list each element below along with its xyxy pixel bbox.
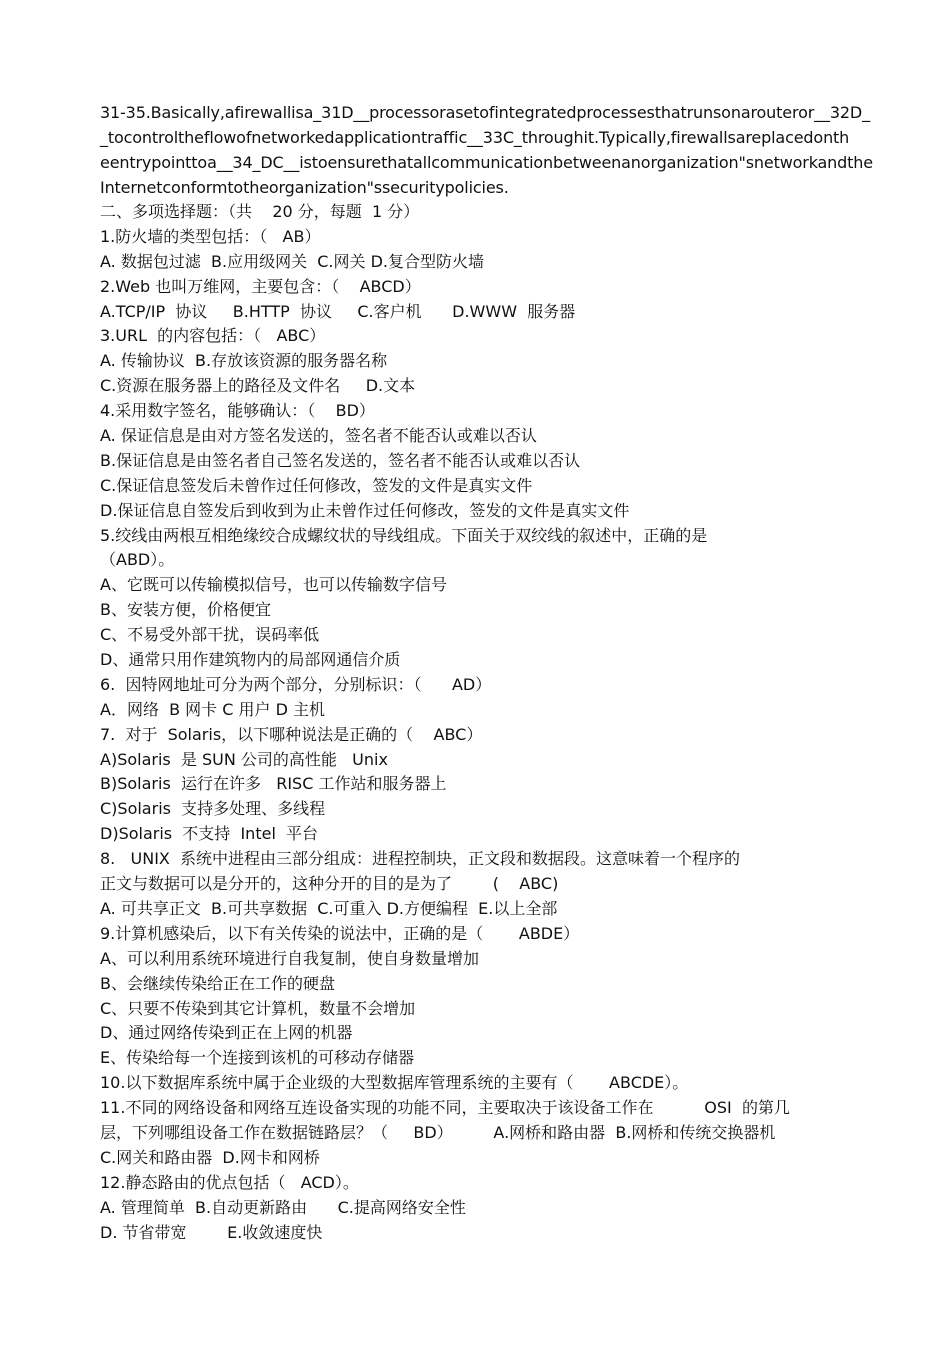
english-passage [100,101,890,201]
question-11: 11.不同的网络设备和网络互连设备实现的功能不同，主要取决于该设备工作在 OSI 的第几 [100,1098,790,1118]
question-5: 5.绞线由两根互相绝缘绞合成螺纹状的导线组成。下面关于双绞线的叙述中，正确的是 [100,525,708,545]
question-9-option-c: C、只要不传染到其它计算机，数量不会增加 [100,998,416,1018]
question-9-option-d: D、通过网络传染到正在上网的机器 [100,1023,353,1043]
question-7-option-c: C)Solaris 支持多处理、多线程 [100,799,326,819]
question-7-option-a: A)Solaris 是 SUN 公司的高性能 Unix [100,749,388,769]
question-8: 8. UNIX 系统中进程由三部分组成：进程控制块，正文段和数据段。这意味着一个程序的 [100,849,741,869]
question-3: 3.URL 的内容包括：（ ABC） [100,326,326,346]
question-9-option-e: E、传染给每一个连接到该机的可移动存储器 [100,1048,415,1068]
question-4: 4.采用数字签名，能够确认：（ BD） [100,401,375,421]
question-3-options: A. 传输协议 B.存放该资源的服务器名称 [100,351,388,371]
question-5-option-c: C、不易受外部干扰，误码率低 [100,625,320,645]
question-11-cont: 层，下列哪组设备工作在数据链路层？（ BD） A.网桥和路由器 B.网桥和传统交换器机 [100,1122,776,1142]
question-5-answer: （ABD）。 [100,550,175,570]
passage-line: eentrypointtoa__34_DC__istoensurethatallcommunicationbetweenanorganization"snetworkandthe [100,152,873,172]
question-7: 7. 对于 Solaris，以下哪种说法是正确的（ ABC） [100,724,483,744]
question-9-option-a: A、可以利用系统环境进行自我复制，使自身数量增加 [100,948,479,968]
question-1-options: A. 数据包过滤 B.应用级网关 C.网关 D.复合型防火墙 [100,251,484,271]
passage-line: _tocontroltheflowofnetworkedapplicationtraffic__33C_throughit.Typically,firewallsareplacedonth [100,127,850,147]
question-4-option-c: C.保证信息签发后未曾作过任何修改，签发的文件是真实文件 [100,475,533,495]
passage-line: 31-35.Basically,afirewallisa_31D__processorasetofintegratedprocessesthatrunsonarouteror__32D_ [100,103,870,122]
question-1: 1.防火墙的类型包括：（ AB） [100,226,321,246]
question-12: 12.静态路由的优点包括（ ACD）。 [100,1172,359,1192]
question-11-options: C.网关和路由器 D.网卡和网桥 [100,1147,320,1167]
question-6: 6. 因特网地址可分为两个部分，分别标识：（ AD） [100,674,492,694]
question-5-option-a: A、它既可以传输模拟信号，也可以传输数字信号 [100,575,447,595]
question-5-option-b: B、安装方便，价格便宜 [100,600,271,620]
question-4-option-d: D.保证信息自签发后到收到为止未曾作过任何修改，签发的文件是真实文件 [100,500,630,520]
multiple-choice-section [100,200,900,1245]
question-7-option-b: B)Solaris 运行在许多 RISC 工作站和服务器上 [100,774,447,794]
question-4-option-b: B.保证信息是由签名者自己签名发送的，签名者不能否认或难以否认 [100,450,581,470]
question-5-option-d: D、通常只用作建筑物内的局部网通信介质 [100,650,401,670]
question-12-options: D. 节省带宽 E.收敛速度快 [100,1222,323,1242]
question-12-options: A. 管理简单 B.自动更新路由 C.提高网络安全性 [100,1197,466,1217]
question-8-options: A. 可共享正文 B.可共享数据 C.可重入 D.方便编程 E.以上全部 [100,898,558,918]
section-heading: 二、多项选择题：（共 20 分，每题 1 分） [100,202,420,221]
question-4-option-a: A. 保证信息是由对方签名发送的，签名者不能否认或难以否认 [100,426,537,446]
question-9: 9.计算机感染后，以下有关传染的说法中，正确的是（ ABDE） [100,923,580,943]
question-10: 10.以下数据库系统中属于企业级的大型数据库管理系统的主要有（ ABCDE）。 [100,1073,689,1093]
question-6-options: A．网络 B 网卡 C 用户 D 主机 [100,699,326,719]
question-2: 2.Web 也叫万维网，主要包含：（ ABCD） [100,276,421,296]
question-3-options: C.资源在服务器上的路径及文件名 D.文本 [100,376,416,396]
question-2-options: A.TCP/IP 协议 B.HTTP 协议 C.客户机 D.WWW 服务器 [100,301,576,321]
question-9-option-b: B、会继续传染给正在工作的硬盘 [100,973,335,993]
passage-line: Internetconformtotheorganization"ssecuritypolicies. [100,177,509,197]
question-8-cont: 正文与数据可以是分开的，这种分开的目的是为了 ( ABC) [100,874,559,894]
question-7-option-d: D)Solaris 不支持 Intel 平台 [100,824,319,844]
